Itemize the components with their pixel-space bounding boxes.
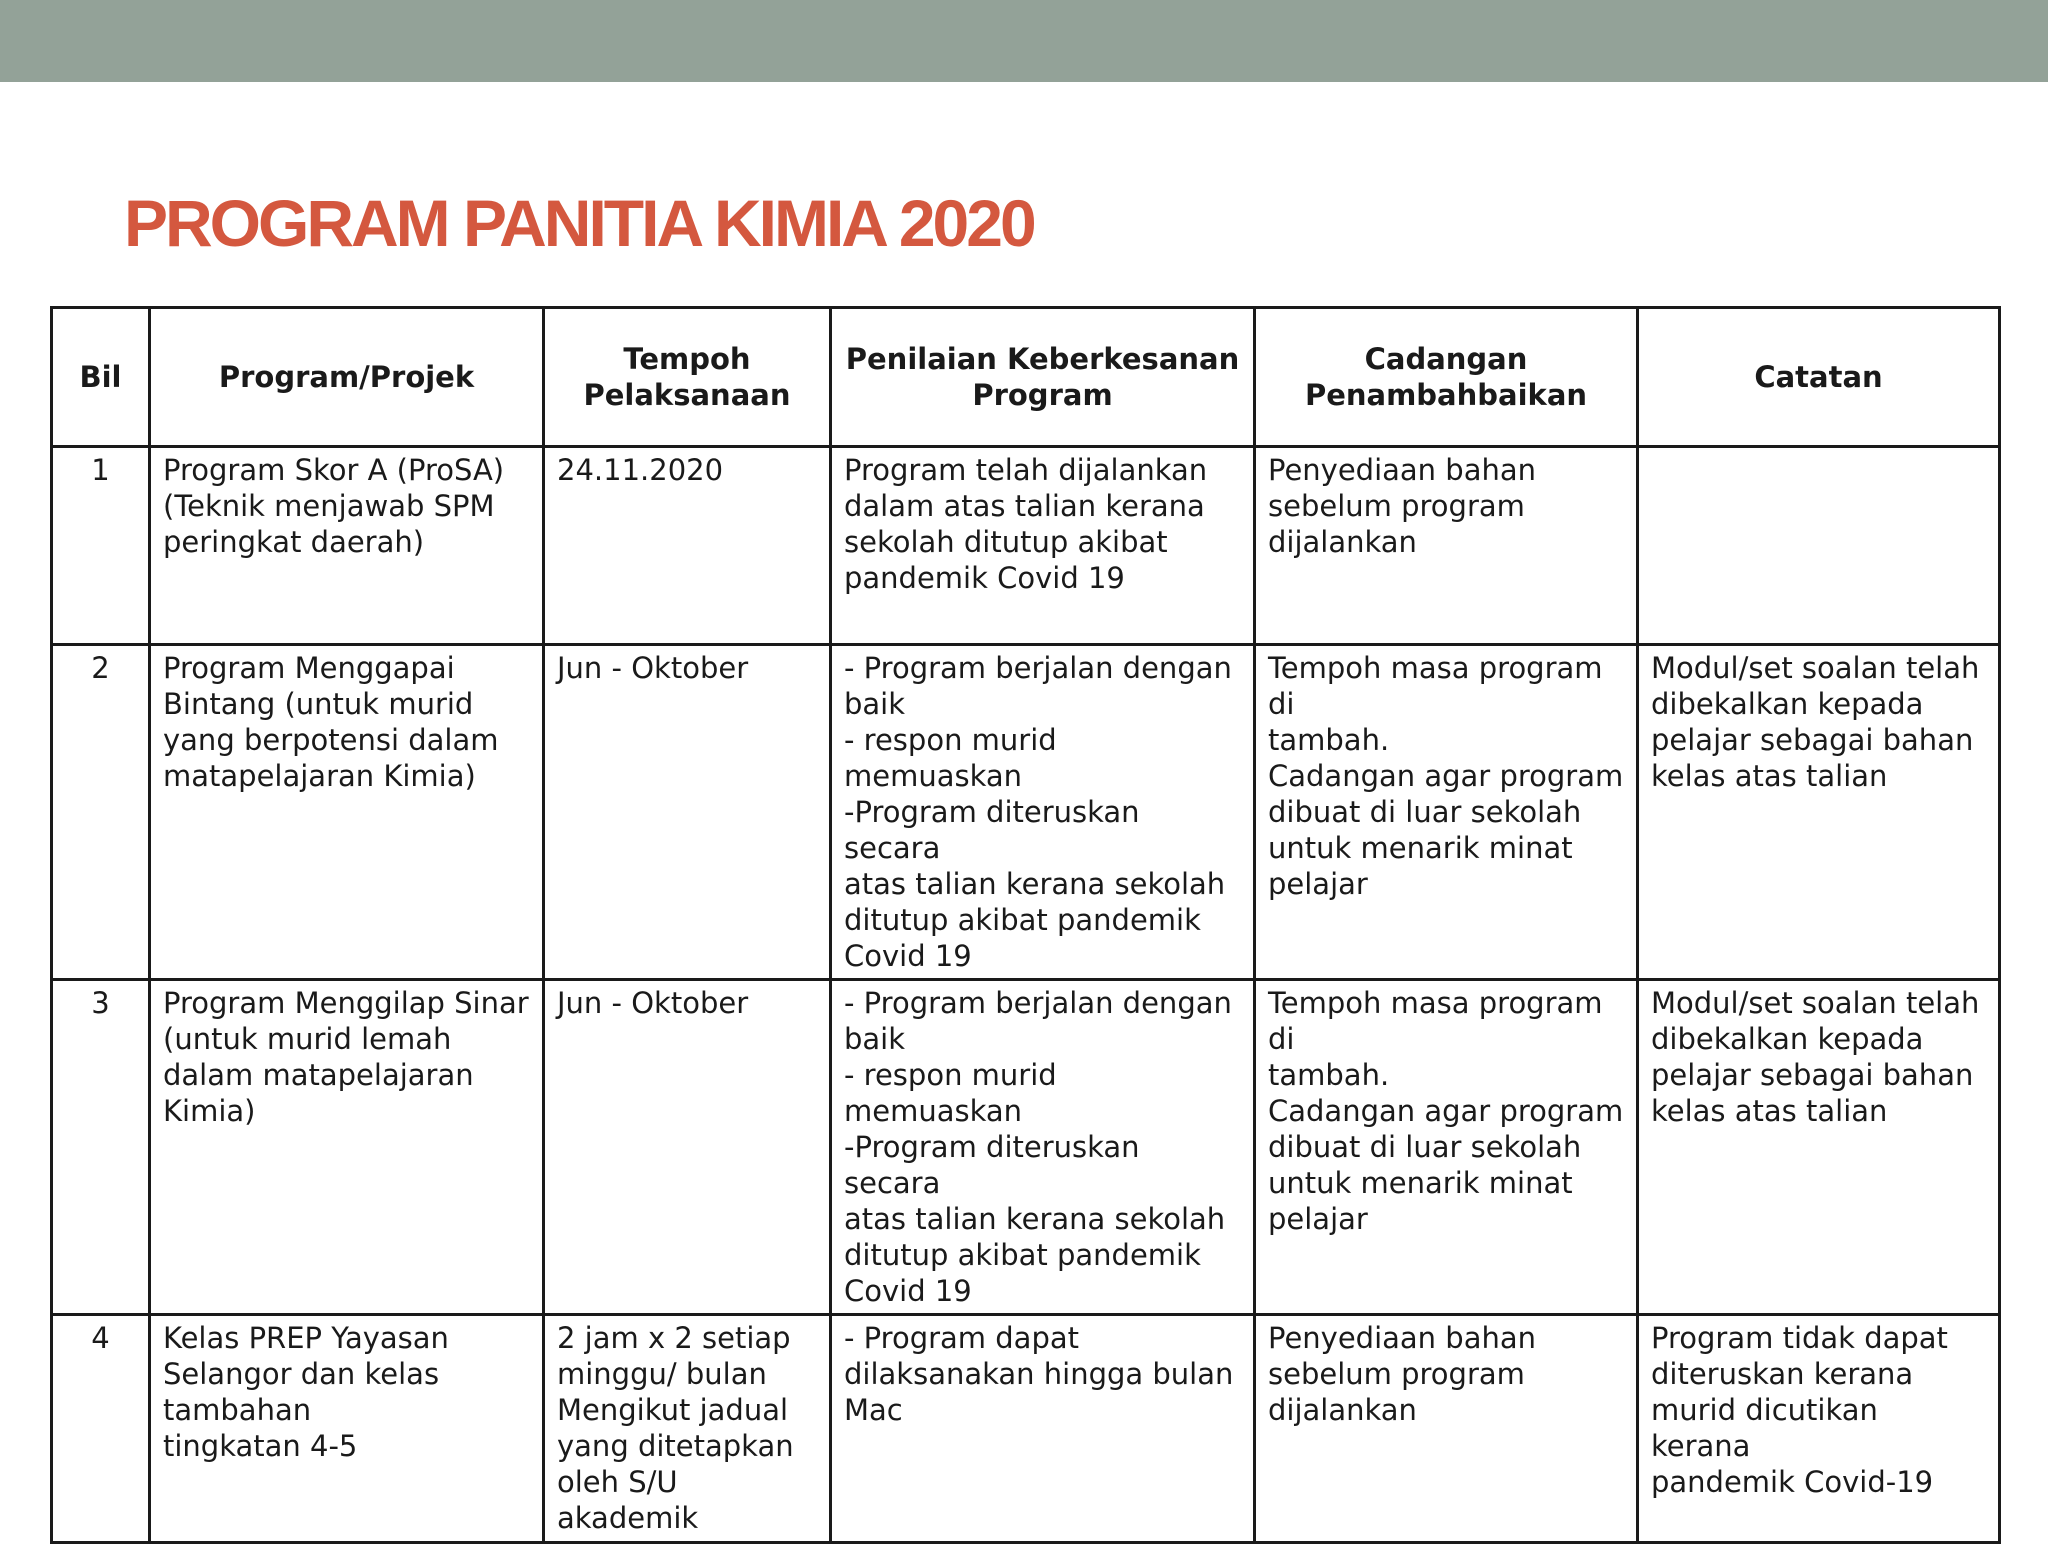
cell-tempoh: 24.11.2020 — [544, 447, 831, 645]
table-row — [52, 645, 2000, 980]
cell-program: Kelas PREP Yayasan Selangor dan kelas tambahan tingkatan 4-5 — [150, 1315, 544, 1543]
cell-cadangan: Tempoh masa program di tambah. Cadangan agar program dibuat di luar sekolah untuk menarik minat pelajar — [1255, 645, 1638, 980]
cell-penilaian: - Program berjalan dengan baik - respon murid memuaskan -Program diteruskan secara atas talian kerana sekolah ditutup akibat pandemik Covid 19 — [831, 645, 1255, 980]
cell-penilaian: Program telah dijalankan dalam atas talian kerana sekolah ditutup akibat pandemik Covid 19 — [831, 447, 1255, 645]
cell-tempoh: Jun - Oktober — [544, 980, 831, 1315]
cell-catatan: Modul/set soalan telah dibekalkan kepada pelajar sebagai bahan kelas atas talian — [1638, 980, 2000, 1315]
header-penilaian-keberkesanan: Penilaian Keberkesanan Program — [831, 308, 1255, 447]
table-header-row — [52, 308, 2000, 447]
cell-catatan: Program tidak dapat diteruskan kerana murid dicutikan kerana pandemik Covid-19 — [1638, 1315, 2000, 1543]
cell-bil: 1 — [52, 447, 150, 645]
cell-cadangan: Tempoh masa program di tambah. Cadangan agar program dibuat di luar sekolah untuk menarik minat pelajar — [1255, 980, 1638, 1315]
table-row — [52, 1315, 2000, 1543]
table-row — [52, 980, 2000, 1315]
page-title: PROGRAM PANITIA KIMIA 2020 — [124, 186, 1034, 260]
cell-program: Program Skor A (ProSA) (Teknik menjawab SPM peringkat daerah) — [150, 447, 544, 645]
header-program-projek: Program/Projek — [150, 308, 544, 447]
table-row — [52, 447, 2000, 645]
header-bil: Bil — [52, 308, 150, 447]
cell-penilaian: - Program berjalan dengan baik - respon murid memuaskan -Program diteruskan secara atas talian kerana sekolah ditutup akibat pandemik Covid 19 — [831, 980, 1255, 1315]
cell-catatan: Modul/set soalan telah dibekalkan kepada pelajar sebagai bahan kelas atas talian — [1638, 645, 2000, 980]
cell-cadangan: Penyediaan bahan sebelum program dijalankan — [1255, 1315, 1638, 1543]
cell-tempoh: Jun - Oktober — [544, 645, 831, 980]
header-tempoh-pelaksanaan: Tempoh Pelaksanaan — [544, 308, 831, 447]
program-table — [50, 306, 2001, 1544]
cell-tempoh: 2 jam x 2 setiap minggu/ bulan Mengikut jadual yang ditetapkan oleh S/U akademik — [544, 1315, 831, 1543]
header-catatan: Catatan — [1638, 308, 2000, 447]
header-cadangan-penambahbaikan: Cadangan Penambahbaikan — [1255, 308, 1638, 447]
top-banner — [0, 0, 2048, 82]
cell-catatan — [1638, 447, 2000, 645]
cell-penilaian: - Program dapat dilaksanakan hingga bulan Mac — [831, 1315, 1255, 1543]
cell-program: Program Menggapai Bintang (untuk murid yang berpotensi dalam matapelajaran Kimia) — [150, 645, 544, 980]
cell-program: Program Menggilap Sinar (untuk murid lemah dalam matapelajaran Kimia) — [150, 980, 544, 1315]
cell-bil: 3 — [52, 980, 150, 1315]
cell-bil: 4 — [52, 1315, 150, 1543]
cell-cadangan: Penyediaan bahan sebelum program dijalankan — [1255, 447, 1638, 645]
cell-bil: 2 — [52, 645, 150, 980]
